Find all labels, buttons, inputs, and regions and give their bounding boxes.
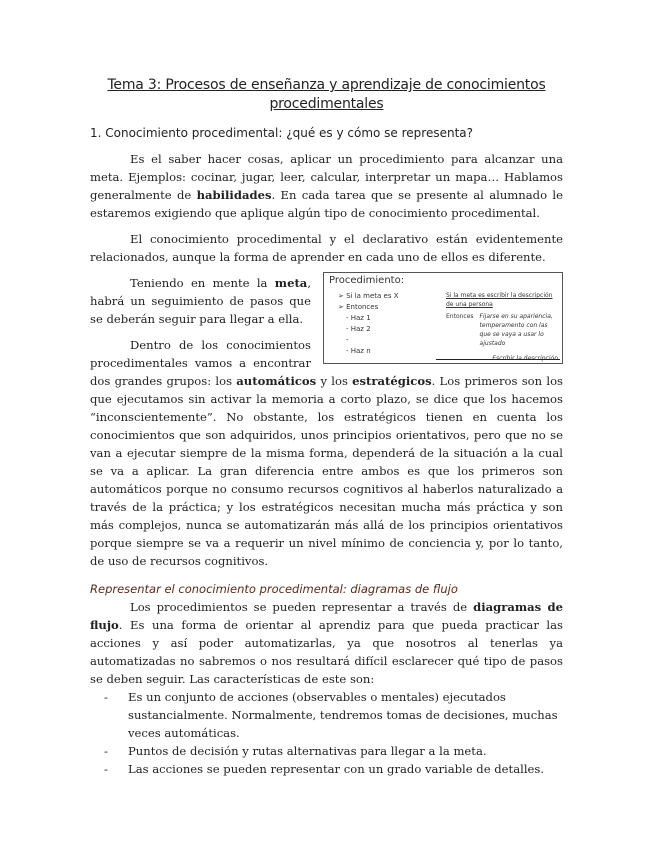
paragraph	[90, 598, 563, 688]
procedure-figure	[323, 272, 563, 364]
bold-term: habilidades	[196, 188, 272, 202]
section-heading: 1. Conocimiento procedimental: ¿qué es y cómo se representa?	[90, 126, 474, 140]
figure-example-step: Fijarse en su apariencia, temperamento con las que se vaya a usar lo ajustado	[479, 313, 553, 347]
subsection-heading: Representar el conocimiento procedimental: diagramas de flujo	[90, 582, 458, 596]
text: Es el saber hacer cosas, aplicar un procedimiento para alcanzar una meta. Ejemplos: cocinar, jugar, leer, calcular, interpretar un mapa… Hablamos generalmente de	[90, 152, 563, 202]
list-item: - Es un conjunto de acciones (observables o mentales) ejecutados sustancialmente. Normalmente, tendremos tomas de decisiones, muchas veces automáticas.	[90, 688, 563, 742]
figure-divider	[436, 359, 560, 360]
bold-term: meta	[274, 276, 308, 290]
figure-title: Procedimiento:	[329, 275, 405, 286]
text: . Los primeros son los que ejecutamos sin activar la memoria a corto plazo, se dice que los hacemos “inconscientemente”. No obstante, los estratégicos tienen en cuenta los conocimientos que son adquiridos, unos principios orientativos, pero que no se van a ejecutar siempre de la misma forma, dependerá de la situación a la cual se va a aplicar. La gran diferencia entre ambos es que los primeros son automáticos porque no consumo recursos cognitivos al haberlos naturalizado a través de la práctica; y los estratégicos necesitan mucha más práctica y son más complejos, nunca se automatizarán más allá de los principios orientativos porque siempre se va a requerir un nivel mínimo de conciencia y, por lo tanto, de uso de recursos cognitivos.	[90, 374, 563, 568]
bold-term: estratégicos	[352, 374, 432, 388]
bold-term: diagramas de flujo	[90, 600, 563, 632]
text: Los procedimientos se pueden representar a través de	[130, 600, 474, 614]
paragraph	[90, 150, 563, 222]
figure-item: ➢ Si la meta es X	[338, 292, 399, 300]
list-item: - Puntos de decisión y rutas alternativas para llegar a la meta.	[90, 742, 563, 760]
figure-example-final: Escribir la descripción	[492, 355, 558, 362]
paragraph	[90, 336, 563, 570]
figure-item: - Haz 2	[346, 325, 371, 333]
figure-item: ➢ Entonces	[338, 303, 379, 311]
text: . Es una forma de orientar al aprendiz para que pueda practicar las acciones y así poder automatizarlas, ya que nosotros al tenerlas ya automatizadas no sabremos o nos resultará difícil esclarecer qué tipo de pasos se deben seguir. Las características de este son:	[90, 618, 563, 686]
figure-example-then: Entonces	[446, 313, 474, 320]
text: Dentro de los conocimientos procedimentales vamos a encontrar dos grandes grupos: los	[90, 338, 311, 388]
text: . En cada tarea que se presente al alumnado le estaremos exigiendo que aplique algún tipo de conocimiento procedimental.	[90, 188, 563, 220]
text: El conocimiento procedimental y el declarativo están evidentemente relacionados, aunque la forma de aprender en cada uno de ellos es diferente.	[90, 232, 563, 264]
bold-term: automáticos	[236, 374, 317, 388]
text: Teniendo en mente la	[130, 276, 275, 290]
figure-right-example	[446, 291, 558, 363]
document-page	[90, 76, 563, 778]
figure-example-goal: Si la meta es escribir la descripción de una persona	[446, 292, 553, 308]
bullet-list	[90, 688, 563, 778]
text: , habrá un seguimiento de pasos que se deberán seguir para llegar a ella.	[90, 276, 311, 326]
figure-item: - Haz n	[346, 347, 371, 355]
figure-item: -	[346, 336, 349, 344]
paragraph	[90, 230, 563, 266]
document-title: Tema 3: Procesos de enseñanza y aprendizaje de conocimientos procedimentales	[107, 77, 546, 112]
figure-left-list	[338, 291, 399, 357]
text: y los	[316, 374, 353, 388]
figure-item: - Haz 1	[346, 314, 371, 322]
list-item: - Las acciones se pueden representar con un grado variable de detalles.	[90, 760, 563, 778]
